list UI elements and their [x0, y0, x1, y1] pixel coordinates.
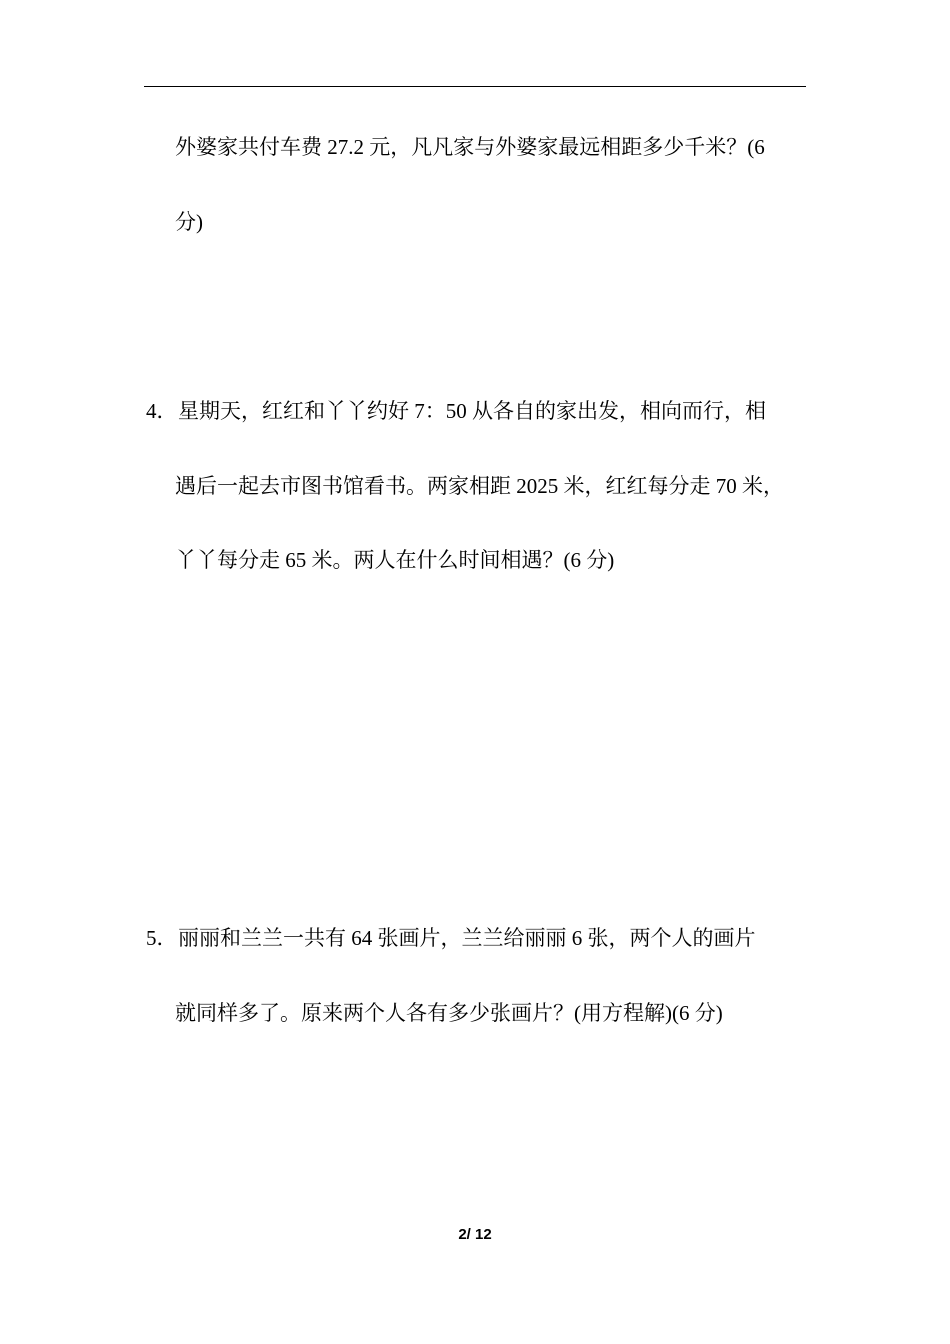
header-rule	[144, 86, 806, 87]
q4-text-line-3: 丫丫每分走 65 米。两人在什么时间相遇？(6 分)	[175, 548, 615, 572]
q4-number: 4．	[146, 399, 178, 423]
q5-text-line-1: 丽丽和兰兰一共有 64 张画片，兰兰给丽丽 6 张，两个人的画片	[178, 926, 756, 950]
q5-text-line-2: 就同样多了。原来两个人各有多少张画片？(用方程解)(6 分)	[175, 1001, 723, 1025]
q3-text-line-1: 外婆家共付车费 27.2 元，凡凡家与外婆家最远相距多少千米？(6	[175, 135, 765, 159]
q4-text-line-2: 遇后一起去市图书馆看书。两家相距 2025 米，红红每分走 70 米，	[175, 474, 784, 498]
q4-text-line-1: 星期天，红红和丫丫约好 7：50 从各自的家出发，相向而行，相	[178, 399, 766, 423]
page-number: 2/ 12	[458, 1226, 492, 1243]
q3-text-line-2: 分)	[175, 210, 203, 234]
q5-number: 5．	[146, 926, 178, 950]
